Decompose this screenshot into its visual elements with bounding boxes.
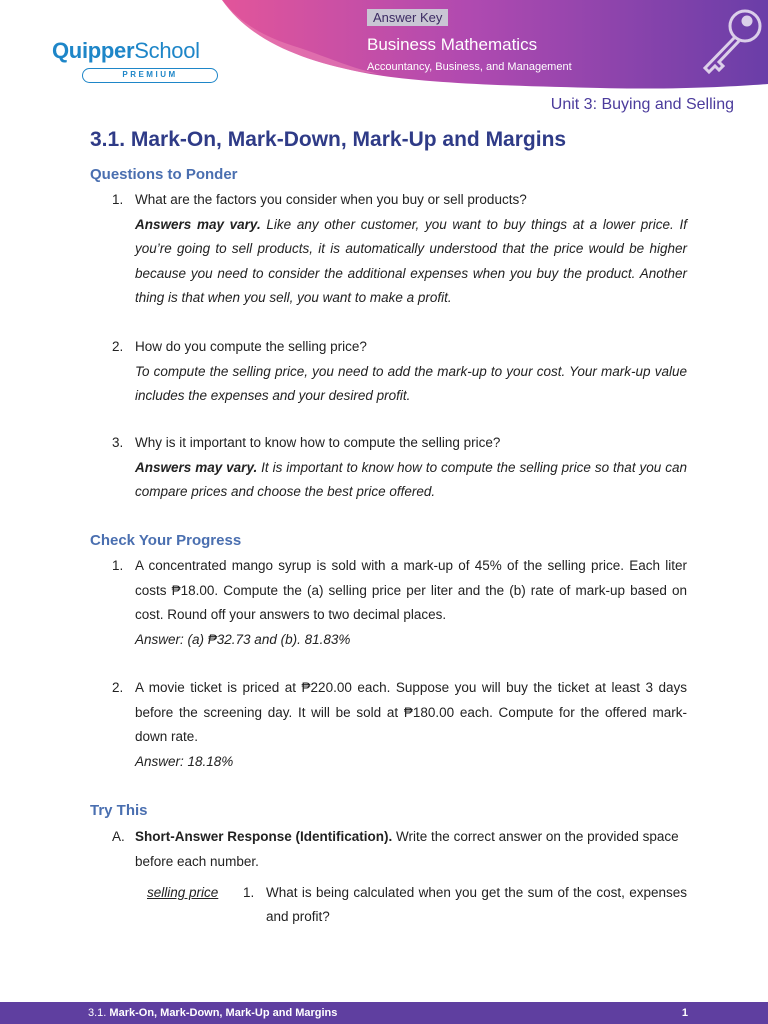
logo-school: School: [134, 38, 200, 63]
question-text: What is being calculated when you get the sum of the cost, expenses and profit?: [266, 885, 687, 924]
answer-blank: selling price: [147, 885, 219, 900]
key-icon: [695, 6, 765, 82]
quipper-school-logo: [52, 38, 218, 83]
question-text: What are the factors you consider when you buy or sell products?: [135, 192, 527, 207]
item-number: 2.: [112, 680, 124, 695]
part-bold: Short-Answer Response (Identification).: [135, 829, 393, 844]
answer-bold: Answers may vary.: [135, 459, 258, 475]
progress-item: [112, 554, 687, 652]
part-letter: A.: [112, 829, 125, 844]
answer-key-badge: Answer Key: [367, 9, 448, 26]
unit-label: Unit 3: Buying and Selling: [550, 96, 734, 113]
ponder-item: [112, 188, 687, 311]
page-title: 3.1. Mark-On, Mark-Down, Mark-Up and Margins: [90, 128, 567, 151]
answer-body: It is important to know how to compute the selling price so that you can compare prices and choose the best price offered.: [135, 459, 687, 499]
ponder-item: [112, 335, 687, 409]
answer-bold: Answers may vary.: [135, 216, 261, 232]
question-text: A movie ticket is priced at ₱220.00 each. Suppose you will buy the ticket at least 3 days before the screening day. It will be sold at ₱180.00 each. Compute for the offered mark-down rate.: [135, 680, 687, 744]
question-text: How do you compute the selling price?: [135, 339, 367, 354]
section-heading-ponder: Questions to Ponder: [90, 166, 238, 183]
footer-section: [88, 1002, 337, 1024]
progress-item: [112, 676, 687, 774]
footer-section-num: 3.1.: [88, 1007, 107, 1019]
item-number: 1.: [112, 192, 124, 207]
footer-section-title: Mark-On, Mark-Down, Mark-Up and Margins: [109, 1007, 338, 1019]
answer-text: [135, 456, 687, 505]
course-subtitle: Accountancy, Business, and Management: [367, 61, 572, 73]
course-title: Business Mathematics: [367, 35, 538, 54]
answer-body: Like any other customer, you want to buy things at a lower price. If you’re going to sell products, it is automatically understood that the price would be higher because you need to consider the additional expenses when you buy the product. Another thing is that when you sell, you want to make a profit.: [135, 216, 687, 305]
item-number: 1.: [243, 885, 255, 900]
item-number: 2.: [112, 339, 124, 354]
answer-text: [135, 213, 687, 311]
item-number: 1.: [112, 558, 124, 573]
answer-text: Answer: 18.18%: [135, 753, 234, 769]
ponder-item: [112, 431, 687, 505]
page-footer: [0, 1002, 768, 1024]
premium-badge: PREMIUM: [82, 68, 218, 83]
question-text: A concentrated mango syrup is sold with a mark-up of 45% of the selling price. Each liter costs ₱18.00. Compute the (a) selling price per liter and the (b) rate of mark-up based on cost. Round off your answers to two decimal places.: [135, 558, 687, 622]
item-number: 3.: [112, 435, 124, 450]
answer-text: To compute the selling price, you need to add the mark-up to your cost. Your mark-up value includes the expenses and your desired profit.: [135, 363, 687, 403]
identification-item: [147, 881, 687, 929]
part-instructions: [135, 825, 687, 874]
section-heading-try-this: Try This: [90, 802, 148, 819]
logo-brand: Quipper: [52, 38, 135, 63]
try-this-part: [112, 825, 687, 874]
answer-text: Answer: (a) ₱32.73 and (b). 81.83%: [135, 631, 351, 647]
question-text: Why is it important to know how to compute the selling price?: [135, 435, 501, 450]
page-number: 1: [681, 1007, 688, 1019]
part-text: Write the correct answer on the provided space before each number.: [135, 829, 679, 869]
section-heading-progress: Check Your Progress: [90, 532, 242, 549]
